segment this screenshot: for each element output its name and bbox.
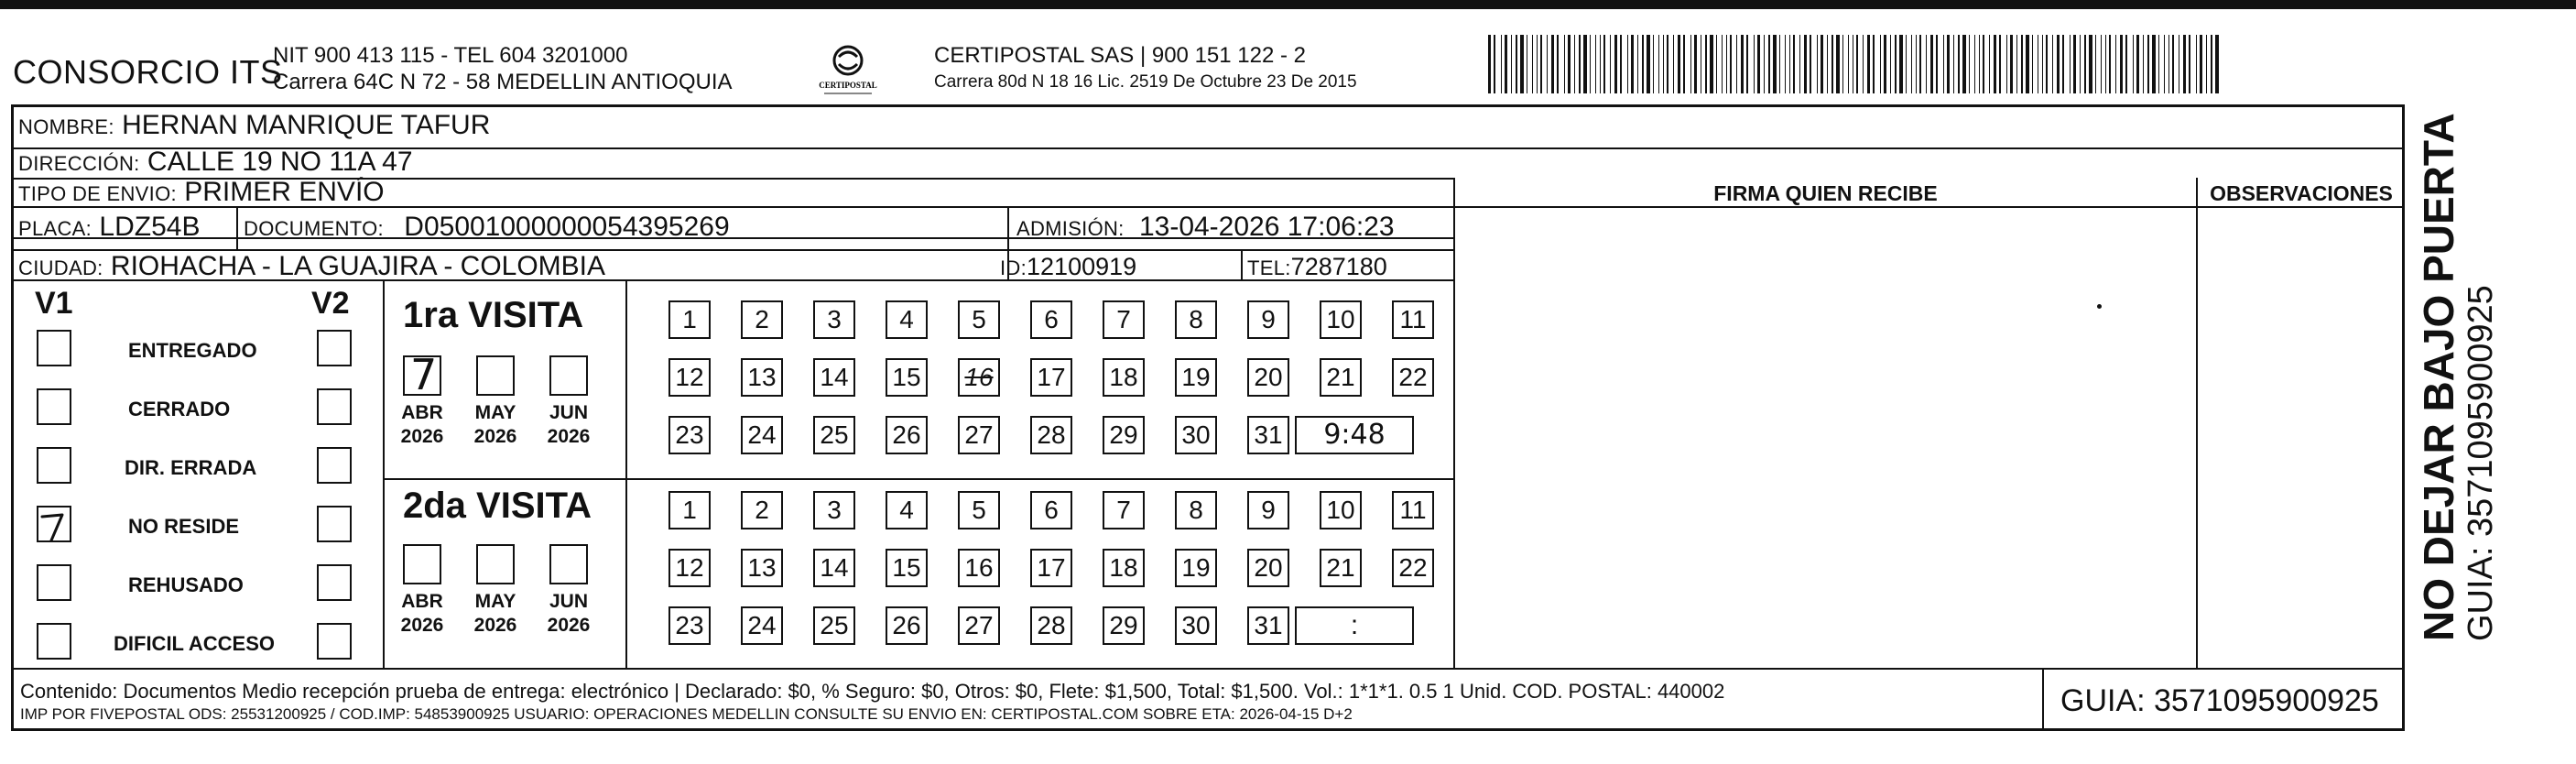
side-text (2416, 113, 2500, 641)
month-label: ABR 2026 (400, 402, 444, 447)
day-box[interactable]: 20 (1247, 549, 1289, 587)
day-box[interactable]: 25 (813, 416, 855, 454)
barcode (1488, 35, 2221, 93)
day-box[interactable]: 30 (1175, 606, 1217, 645)
day-box[interactable]: 4 (886, 491, 928, 529)
month-label: MAY 2026 (473, 402, 517, 447)
barcode-bar (1583, 35, 1587, 93)
day-box[interactable]: 16 (958, 358, 1000, 397)
barcode-bar (1863, 35, 1864, 93)
observaciones-header: OBSERVACIONES (2210, 181, 2393, 205)
footer-imp: IMP POR FIVEPOSTAL ODS: 25531200925 / COD.IMP: 54853900925 USUARIO: OPERACIONES MEDELLIN CONSULTE SU ENVIO EN: CERTIPOSTAL.COM SOBRE ETA: 2026-04-15 D+2 (20, 705, 1353, 723)
tel-label: TEL: (1247, 256, 1291, 279)
barcode-bar (1540, 35, 1542, 93)
hour-box[interactable]: : (1295, 606, 1414, 645)
day-box[interactable]: 3 (813, 491, 855, 529)
barcode-bar (1642, 35, 1644, 93)
status-label: NO RESIDE (128, 515, 240, 538)
barcode-bar (2006, 35, 2007, 93)
top-border (0, 0, 2576, 9)
barcode-bar (1716, 35, 1717, 93)
day-box[interactable]: 11 (1392, 491, 1434, 529)
day-box[interactable]: 26 (886, 416, 928, 454)
barcode-bar (1962, 35, 1966, 93)
barcode-bar (2032, 35, 2033, 93)
barcode-bar (1799, 35, 1800, 93)
day-box[interactable]: 4 (886, 300, 928, 339)
barcode-bar (1926, 35, 1927, 93)
day-box[interactable]: 15 (886, 358, 928, 397)
barcode-bar (2026, 35, 2029, 93)
placa-label: PLACA: (18, 217, 92, 240)
v2-header: V2 (311, 286, 350, 321)
barcode-bar (1842, 35, 1843, 93)
certipostal-address: Carrera 80d N 18 16 Lic. 2519 De Octubre 23 De 2015 (934, 72, 1357, 92)
v1-checkbox[interactable] (37, 388, 71, 425)
footer-guia: GUIA: 3571095900925 (2060, 683, 2379, 718)
barcode-bar (1726, 35, 1727, 93)
barcode-bar (2016, 35, 2017, 93)
barcode-bar (1817, 35, 1818, 93)
month-label: JUN 2026 (547, 591, 591, 636)
barcode-bar (1722, 35, 1723, 93)
day-box[interactable]: 20 (1247, 358, 1289, 397)
barcode-bar (1736, 35, 1737, 93)
barcode-bar (1603, 35, 1605, 93)
day-box[interactable]: 23 (668, 416, 711, 454)
day-box[interactable]: 8 (1175, 300, 1217, 339)
day-box[interactable]: 7 (1103, 300, 1145, 339)
barcode-bar (1501, 35, 1502, 93)
barcode-bar (1831, 35, 1833, 93)
v1-checkbox[interactable] (37, 447, 71, 484)
barcode-bar (1979, 35, 1980, 93)
barcode-bar (2042, 35, 2043, 93)
barcode-bar (1690, 35, 1691, 93)
barcode-bar (2143, 35, 2144, 93)
barcode-bar (2057, 35, 2060, 93)
barcode-bar (1511, 35, 1512, 93)
day-box[interactable]: 9 (1247, 491, 1289, 529)
day-box[interactable]: 9 (1247, 300, 1289, 339)
certipostal-info (934, 42, 1357, 95)
barcode-bar (1873, 35, 1875, 93)
day-box[interactable]: 14 (813, 358, 855, 397)
barcode-bar (1610, 35, 1611, 93)
barcode-bar (1595, 35, 1596, 93)
month-label: ABR 2026 (400, 591, 444, 636)
barcode-bar (2172, 35, 2174, 93)
month-checkbox[interactable] (549, 355, 588, 396)
barcode-bar (2168, 35, 2169, 93)
barcode-bar (1804, 35, 1807, 93)
ink-dot (2097, 304, 2102, 309)
barcode-bar (1821, 35, 1823, 93)
documento-value: D05001000000054395269 (404, 212, 730, 242)
day-box[interactable]: 28 (1030, 416, 1072, 454)
day-box[interactable]: 10 (1320, 300, 1362, 339)
day-box[interactable]: 22 (1392, 549, 1434, 587)
barcode-bar (2158, 35, 2159, 93)
side-guia: GUIA: 3571095900925 (2462, 285, 2500, 641)
day-box[interactable]: 25 (813, 606, 855, 645)
barcode-bar (1730, 35, 1732, 93)
barcode-bar (1994, 35, 1996, 93)
barcode-bar (1631, 35, 1634, 93)
first-visit-title: 1ra VISITA (403, 295, 584, 335)
day-box[interactable]: 5 (958, 300, 1000, 339)
field-nombre (18, 112, 490, 141)
barcode-bar (1683, 35, 1685, 93)
barcode-bar (1880, 35, 1881, 93)
barcode-bar (1899, 35, 1903, 93)
month-checkbox[interactable] (403, 544, 441, 584)
barcode-bar (1958, 35, 1960, 93)
barcode-bar (2089, 35, 2092, 93)
day-box[interactable]: 13 (741, 358, 783, 397)
barcode-bar (2183, 35, 2186, 93)
day-box[interactable]: 18 (1103, 358, 1145, 397)
barcode-bar (1773, 35, 1777, 93)
barcode-bar (1827, 35, 1828, 93)
barcode-bar (1614, 35, 1617, 93)
day-box[interactable]: 22 (1392, 358, 1434, 397)
barcode-bar (1779, 35, 1780, 93)
v2-checkbox[interactable] (317, 506, 352, 542)
footer-contenido: Contenido: Documentos Medio recepción prueba de entrega: electrónico | Declarado: $0, % Seguro: $0, Otros: $0, Flete: $1,500, Total: $1,500. Vol.: 1*1*1. 0.5 1 Unid. COD. POSTAL: 440002 (20, 680, 1725, 703)
barcode-bar (1768, 35, 1770, 93)
barcode-bar (1848, 35, 1849, 93)
day-box[interactable]: 2 (741, 491, 783, 529)
status-label: CERRADO (128, 398, 231, 420)
barcode-bar (1810, 35, 1811, 93)
v1-checkbox[interactable] (37, 506, 71, 542)
day-box[interactable]: 12 (668, 358, 711, 397)
day-box[interactable]: 17 (1030, 358, 1072, 397)
v1-checkbox[interactable] (37, 564, 71, 601)
barcode-bar (1867, 35, 1870, 93)
day-box[interactable]: 1 (668, 491, 711, 529)
barcode-bar (1757, 35, 1760, 93)
tipo-label: TIPO DE ENVIO: (18, 182, 177, 205)
barcode-bar (2200, 35, 2202, 93)
barcode-bar (1906, 35, 1907, 93)
status-label: DIFICIL ACCESO (114, 632, 276, 655)
barcode-bar (2073, 35, 2076, 93)
barcode-bar (2070, 35, 2071, 93)
day-box[interactable]: 27 (958, 416, 1000, 454)
barcode-bar (1705, 35, 1707, 93)
field-admision (1016, 213, 1395, 243)
day-box[interactable]: 31 (1247, 416, 1289, 454)
barcode-bar (2125, 35, 2127, 93)
barcode-bar (1551, 35, 1554, 93)
day-box[interactable]: 15 (886, 549, 928, 587)
barcode-bar (2152, 35, 2156, 93)
barcode-bar (1930, 35, 1933, 93)
barcode-bar (2080, 35, 2081, 93)
barcode-bar (2010, 35, 2013, 93)
day-box[interactable]: 10 (1320, 491, 1362, 529)
barcode-bar (1789, 35, 1790, 93)
barcode-bar (1884, 35, 1886, 93)
direccion-value: CALLE 19 NO 11A 47 (147, 147, 413, 177)
day-box[interactable]: 16 (958, 549, 1000, 587)
ciudad-value: RIOHACHA - LA GUAJIRA - COLOMBIA (110, 251, 606, 281)
barcode-bar (1710, 35, 1713, 93)
barcode-bar (1653, 35, 1654, 93)
month-checkbox[interactable] (549, 544, 588, 584)
admision-label: ADMISIÓN: (1016, 217, 1125, 240)
firma-header: FIRMA QUIEN RECIBE (1713, 181, 1938, 205)
v2-checkbox[interactable] (317, 330, 352, 366)
status-label: ENTREGADO (128, 339, 257, 362)
barcode-bar (1764, 35, 1765, 93)
day-box[interactable]: 29 (1103, 416, 1145, 454)
day-box[interactable]: 8 (1175, 491, 1217, 529)
tipo-value: PRIMER ENVÍO (184, 177, 385, 207)
barcode-bar (1505, 35, 1507, 93)
id-value: 12100919 (1027, 253, 1137, 280)
v2-checkbox[interactable] (317, 623, 352, 660)
status-label: REHUSADO (128, 573, 244, 596)
barcode-bar (1943, 35, 1944, 93)
day-box[interactable]: 18 (1103, 549, 1145, 587)
day-box[interactable]: 2 (741, 300, 783, 339)
side-notice: NO DEJAR BAJO PUERTA (2415, 113, 2462, 641)
barcode-bar (2215, 35, 2219, 93)
day-box[interactable]: 23 (668, 606, 711, 645)
company-address: Carrera 64C N 72 - 58 MEDELLIN ANTIOQUIA (273, 70, 733, 94)
barcode-bar (1590, 35, 1591, 93)
day-box[interactable]: 14 (813, 549, 855, 587)
field-placa (18, 213, 200, 243)
barcode-bar (2196, 35, 2197, 93)
barcode-bar (1564, 35, 1565, 93)
barcode-bar (2115, 35, 2116, 93)
ciudad-label: CIUDAD: (18, 256, 103, 279)
barcode-bar (1647, 35, 1650, 93)
barcode-bar (2147, 35, 2149, 93)
day-box[interactable]: 26 (886, 606, 928, 645)
barcode-bar (1969, 35, 1970, 93)
day-box[interactable]: 13 (741, 549, 783, 587)
month-label: MAY 2026 (473, 591, 517, 636)
certipostal-logo (811, 40, 885, 97)
barcode-bar (1746, 35, 1748, 93)
day-box[interactable]: 24 (741, 606, 783, 645)
barcode-bar (1999, 35, 2001, 93)
field-documento (244, 213, 730, 243)
field-tel (1247, 253, 1387, 282)
barcode-bar (1785, 35, 1786, 93)
barcode-bar (1911, 35, 1912, 93)
barcode-bar (1916, 35, 1917, 93)
company-info (273, 42, 733, 95)
barcode-bar (2095, 35, 2096, 93)
barcode-bar (1836, 35, 1840, 93)
day-box[interactable]: 29 (1103, 606, 1145, 645)
status-label: DIR. ERRADA (125, 456, 257, 479)
barcode-bar (1890, 35, 1891, 93)
month-checkbox[interactable] (476, 544, 515, 584)
day-box[interactable]: 17 (1030, 549, 1072, 587)
barcode-bar (1579, 35, 1581, 93)
barcode-bar (1658, 35, 1659, 93)
day-box[interactable]: 30 (1175, 416, 1217, 454)
nombre-label: NOMBRE: (18, 115, 114, 138)
second-visit-title: 2da VISITA (403, 486, 592, 526)
barcode-bar (2105, 35, 2106, 93)
barcode-bar (1557, 35, 1559, 93)
day-box[interactable]: 31 (1247, 606, 1289, 645)
tel-value: 7287180 (1290, 253, 1387, 280)
barcode-bar (2046, 35, 2048, 93)
day-box[interactable]: 6 (1030, 491, 1072, 529)
day-box[interactable]: 7 (1103, 491, 1145, 529)
day-box[interactable]: 12 (668, 549, 711, 587)
barcode-bar (1620, 35, 1622, 93)
hour-box[interactable]: 9:48 (1295, 416, 1414, 454)
barcode-bar (1947, 35, 1950, 93)
barcode-bar (2052, 35, 2053, 93)
barcode-bar (1663, 35, 1664, 93)
field-id (1000, 253, 1136, 282)
v2-checkbox[interactable] (317, 564, 352, 601)
barcode-bar (1600, 35, 1601, 93)
barcode-bar (2062, 35, 2064, 93)
barcode-bar (1678, 35, 1680, 93)
barcode-bar (1516, 35, 1517, 93)
barcode-bar (2211, 35, 2212, 93)
month-checkbox[interactable] (403, 350, 441, 399)
nit-line: NIT 900 413 115 - TEL 604 3201000 (273, 43, 628, 68)
barcode-bar (2084, 35, 2086, 93)
barcode-bar (1953, 35, 1954, 93)
barcode-bar (2206, 35, 2207, 93)
barcode-bar (2136, 35, 2139, 93)
barcode-bar (1547, 35, 1548, 93)
logo-text: CERTIPOSTAL (819, 81, 877, 90)
barcode-bar (1637, 35, 1638, 93)
barcode-bar (1532, 35, 1533, 93)
nombre-value: HERNAN MANRIQUE TAFUR (122, 110, 491, 140)
barcode-bar (1754, 35, 1755, 93)
barcode-bar (2109, 35, 2111, 93)
day-box[interactable]: 21 (1320, 358, 1362, 397)
barcode-bar (1741, 35, 1744, 93)
barcode-bar (1919, 35, 1921, 93)
placa-value: LDZ54B (99, 212, 201, 242)
barcode-bar (1793, 35, 1795, 93)
v1-checkbox[interactable] (37, 623, 71, 660)
field-ciudad (18, 253, 605, 282)
barcode-bar (1488, 35, 1491, 93)
barcode-bar (2164, 35, 2165, 93)
id-label: ID: (1000, 256, 1027, 279)
barcode-bar (1989, 35, 1990, 93)
barcode-bar (1568, 35, 1571, 93)
barcode-bar (1520, 35, 1524, 93)
documento-label: DOCUMENTO: (244, 217, 384, 240)
barcode-bar (1974, 35, 1975, 93)
barcode-bar (2189, 35, 2190, 93)
barcode-bar (1537, 35, 1538, 93)
day-box[interactable]: 24 (741, 416, 783, 454)
barcode-bar (1983, 35, 1984, 93)
day-box[interactable]: 5 (958, 491, 1000, 529)
field-tipo (18, 179, 385, 208)
field-direccion (18, 148, 413, 178)
company-name: CONSORCIO ITS (13, 53, 283, 91)
barcode-bar (2133, 35, 2134, 93)
barcode-bar (1627, 35, 1628, 93)
day-box[interactable]: 11 (1392, 300, 1434, 339)
v2-checkbox[interactable] (317, 388, 352, 425)
certipostal-line: CERTIPOSTAL SAS | 900 151 122 - 2 (934, 43, 1306, 68)
barcode-bar (1667, 35, 1668, 93)
barcode-bar (2021, 35, 2023, 93)
day-box[interactable]: 19 (1175, 358, 1217, 397)
barcode-bar (1574, 35, 1575, 93)
barcode-bar (2101, 35, 2102, 93)
barcode-bar (1895, 35, 1897, 93)
month-mark: 7 (410, 350, 438, 399)
direccion-label: DIRECCIÓN: (18, 152, 140, 175)
barcode-bar (1856, 35, 1858, 93)
day-box[interactable]: 19 (1175, 549, 1217, 587)
day-box[interactable]: 6 (1030, 300, 1072, 339)
barcode-bar (1673, 35, 1674, 93)
v1-header: V1 (35, 286, 73, 321)
day-box[interactable]: 28 (1030, 606, 1072, 645)
v1-checkbox[interactable] (37, 330, 71, 366)
barcode-bar (1694, 35, 1697, 93)
barcode-bar (1936, 35, 1938, 93)
day-box[interactable]: 21 (1320, 549, 1362, 587)
day-box[interactable]: 3 (813, 300, 855, 339)
admision-value: 13-04-2026 17:06:23 (1138, 212, 1395, 242)
month-label: JUN 2026 (547, 402, 591, 447)
day-box[interactable]: 27 (958, 606, 1000, 645)
barcode-bar (1494, 35, 1495, 93)
v2-checkbox[interactable] (317, 447, 352, 484)
day-box[interactable]: 1 (668, 300, 711, 339)
month-checkbox[interactable] (476, 355, 515, 396)
barcode-bar (2120, 35, 2123, 93)
